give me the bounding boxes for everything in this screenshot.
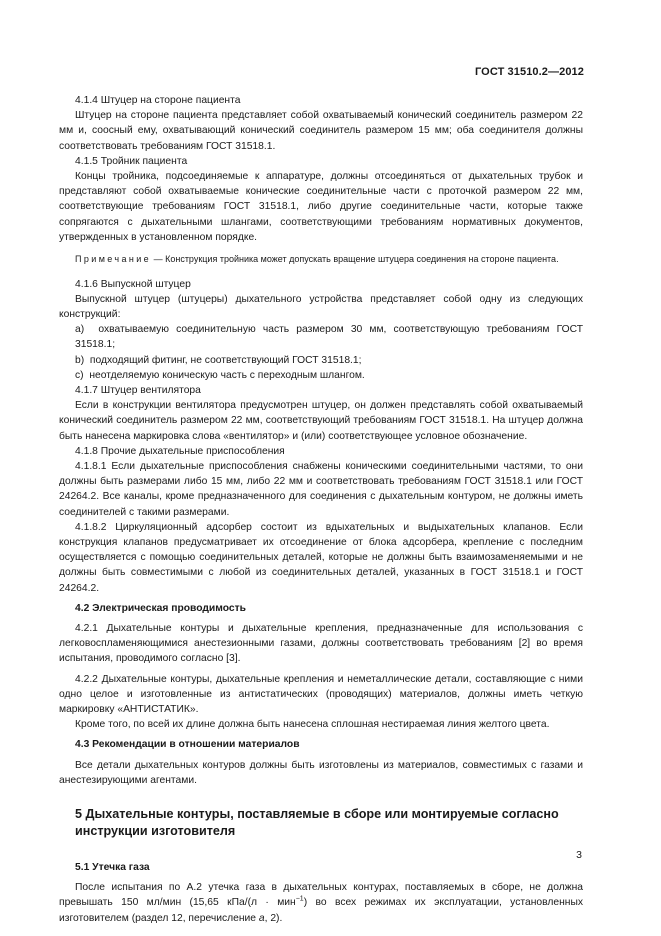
clause-4-1-4-text: Штуцер на стороне пациента представляет собой охватываемый конический соединитель размером 22 мм и, соосный ему, охватывающий конический соединитель размером 15 мм; оба соединителя должны соответствовать требованиям ГОСТ 31518.1.	[59, 110, 583, 152]
clause-5-1-text-part: ) во всех режимах их эксплуатации, установленных изготовителем (раздел 12, перечисление	[59, 897, 583, 924]
list-item	[75, 353, 583, 368]
page-number: 3	[576, 849, 582, 861]
clause-4-1-5-title: 4.1.5 Тройник пациента	[75, 155, 188, 167]
clause-4-1-6-title: 4.1.6 Выпускной штуцер	[75, 278, 191, 290]
clause-5-1-title: 5.1 Утечка газа	[75, 862, 150, 874]
list-marker: b)	[75, 354, 85, 366]
clause-4-2-title: 4.2 Электрическая проводимость	[75, 602, 246, 614]
list-item	[75, 368, 583, 383]
clause-5-1-text-part: , 2).	[264, 912, 283, 924]
note-text: — Конструкция тройника может допускать вращение штуцера соединения на стороне пациента.	[151, 254, 559, 265]
clause-4-1-5-text: Концы тройника, подсоединяемые к аппаратуре, должны отсоединяться от дыхательных трубок и представляют собой охватываемые конические соединительные части с проточкой размером 22 мм, соответствующие требованиям ГОСТ 31518.1, либо другие соединительные части, которые также сопрягаются с дыхательными шлангами, соответствующими требованиям нормативных документов, утвержденных в установленном порядке.	[59, 171, 583, 243]
superscript: −1	[295, 896, 304, 904]
clause-5-1-text	[59, 880, 583, 926]
clause-4-2-1-text: 4.2.1 Дыхательные контуры и дыхательные крепления, предназначенные для использования с легковоспламеняющимися анестезионными газами, должны соответствовать требованиям [2] во время испытания, проводимого согласно [3].	[59, 623, 583, 665]
section-5-title: 5 Дыхательные контуры, поставляемые в сборе или монтируемые согласно инструкции изготовителя	[75, 807, 559, 839]
clause-4-1-7-title: 4.1.7 Штуцер вентилятора	[75, 384, 201, 396]
document-code-header: ГОСТ 31510.2—2012	[474, 66, 584, 78]
connector-list	[59, 322, 583, 383]
note	[59, 253, 583, 267]
clause-4-1-6-text: Выпускной штуцер (штуцеры) дыхательного устройства представляет собой одну из следующих конструкций:	[59, 293, 583, 320]
list-marker: c)	[75, 369, 84, 381]
clause-4-1-8-2-text: 4.1.8.2 Циркуляционный адсорбер состоит из вдыхательных и выдыхательных клапанов. Если конструкция клапанов предусматривает их отсоединение от блока адсорбера, крепление с последним осуществляется с помощью соединительных деталей, которые не должны быть взаимозаменяемыми и не должны быть совместимыми с любой из соединительных деталей, указанных в ГОСТ 31518.1 и ГОСТ 24264.2.	[59, 521, 583, 594]
clause-4-3-title: 4.3 Рекомендации в отношении материалов	[75, 739, 300, 751]
document-body	[59, 93, 583, 926]
clause-4-2-2-extra: Кроме того, по всей их длине должна быть нанесена сплошная нестираемая линия желтого цвета.	[75, 719, 550, 731]
list-item	[75, 322, 583, 352]
clause-4-1-8-1-text: 4.1.8.1 Если дыхательные приспособления снабжены коническими соединительными частями, то они должны быть размерами либо 15 мм, либо 22 мм и соответствовать требованиям ГОСТ 31518.1 или ГОСТ 24264.2. Все каналы, кроме предназначенного для соединения с дыхательным контуром, не должны иметь соединителей с такими размерами.	[59, 460, 583, 518]
list-marker: a)	[75, 324, 85, 336]
clause-4-3-text: Все детали дыхательных контуров должны быть изготовлены из материалов, совместимых с газами и анестезирующими агентами.	[59, 759, 583, 786]
clause-4-1-7-text: Если в конструкции вентилятора предусмотрен штуцер, он должен представлять собой охватываемый конический соединитель размером 22 мм, соответствующий требованиям ГОСТ 31518.1. На штуцер должна быть нанесена маркировка слова «вентилятор» и (или) соответствующее условное обозначение.	[59, 400, 583, 442]
list-text: неотделяемую коническую часть с переходным шлангом.	[89, 369, 365, 381]
clause-4-2-2-text: 4.2.2 Дыхательные контуры, дыхательные крепления и неметаллические детали, составляющие с ними одно целое и изготовленные из антистатических (проводящих) материалов, должны иметь четкую маркировку «АНТИСТАТИК».	[59, 673, 583, 716]
note-label: Примечание	[75, 254, 152, 265]
clause-5-1-italic: а	[258, 912, 265, 924]
clause-4-1-4-title: 4.1.4 Штуцер на стороне пациента	[75, 95, 241, 106]
list-text: подходящий фитинг, не соответствующий ГОСТ 31518.1;	[89, 354, 362, 366]
clause-4-1-8-title: 4.1.8 Прочие дыхательные приспособления	[75, 445, 285, 457]
clause-5-1-text-part: После испытания по А.2 утечка газа в дыхательных контурах, поставляемых в сборе, не должна превышать 150 мл/мин (15,65 кПа/(л · мин	[59, 882, 583, 909]
list-text: охватываемую соединительную часть размером 30 мм, соответствующую требованиям ГОСТ 31518.1;	[75, 324, 583, 351]
